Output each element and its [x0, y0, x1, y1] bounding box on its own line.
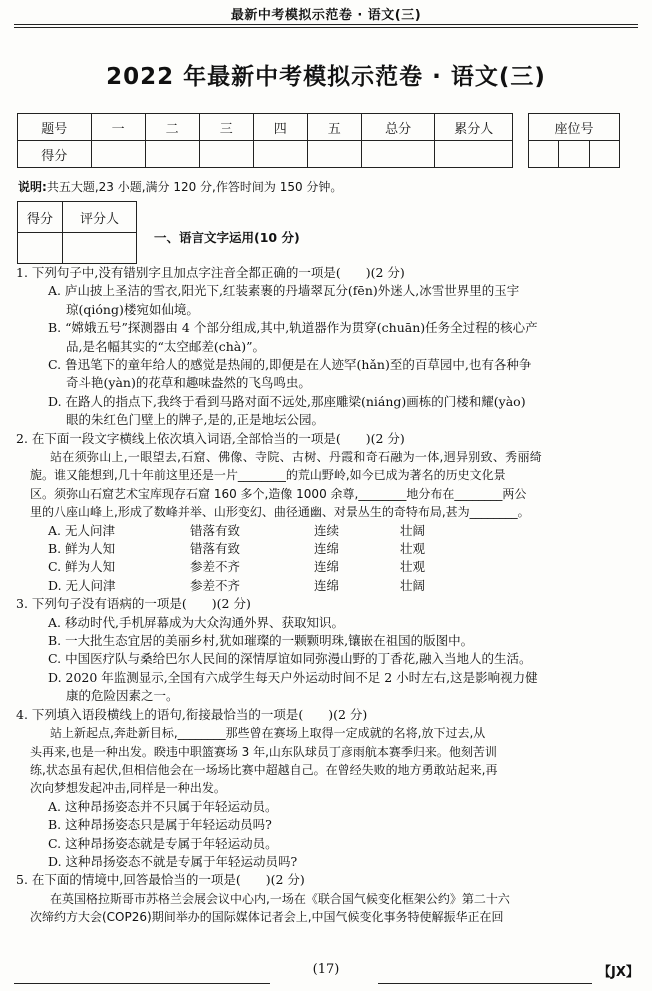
- question-2-option-row: [48, 577, 638, 595]
- question-4-option-c: C. 这种昂扬姿态就是专属于年轻运动员。: [48, 835, 278, 851]
- footer-rule-right: [378, 983, 592, 984]
- score-entry-cell[interactable]: [199, 141, 253, 168]
- score-entry-cell[interactable]: [145, 141, 199, 168]
- question-1-option-d: D. 在路人的指点下,我终于看到马路对面不远处,那座雕梁(niáng)画栋的门楼和耀(yào): [48, 393, 526, 409]
- question-2-passage: 旎。谁又能想到,几十年前这里还是一片________的荒山野岭,如今已成为著名的历史文化景: [30, 468, 506, 483]
- question-3-option-c: C. 中国医疗队与桑给巴尔人民间的深情厚谊如同弥漫山野的丁香花,融入当地人的生活。: [48, 651, 532, 667]
- question-4-passage: 头再来,也是一种出发。睽违中职篮赛场 3 年,山东队球员丁彦雨航本赛季归来。他刻苦训: [30, 744, 497, 759]
- option-cell: 连绵: [314, 559, 340, 575]
- question-5-stem: 5. 在下面的情境中,回答最恰当的一项是( )(2 分): [16, 872, 305, 888]
- seat-entry-cell[interactable]: [559, 141, 589, 168]
- seat-table: [528, 113, 620, 168]
- score-entry-cell[interactable]: [435, 141, 513, 168]
- option-cell: 错落有致: [190, 541, 241, 557]
- question-3-option-d: D. 2020 年监测显示,全国有六成学生每天户外运动时间不足 2 小时左右,这是影响视力健: [48, 669, 538, 685]
- option-cell: B. 鲜为人知: [48, 541, 116, 557]
- question-1-option-b: B. “嫦娥五号”探测器由 4 个部分组成,其中,轨道器作为贯穿(chuān)任务全过程的核心产: [48, 320, 538, 336]
- question-2-option-row: [48, 540, 638, 558]
- question-5-passage: 在英国格拉斯哥市苏格兰会展会议中心内,一场在《联合国气候变化框架公约》第二十六: [50, 891, 510, 906]
- question-4-passage: 站上新起点,奔赴新目标,________那些曾在赛场上取得一定成就的名将,放下过去,从: [50, 726, 486, 741]
- seat-label: 座位号: [529, 114, 620, 141]
- question-5-passage: 次缔约方大会(COP26)期间举办的国际媒体记者会上,中国气候变化事务特使解振华正在回: [30, 910, 504, 925]
- seat-entry-cell[interactable]: [529, 141, 559, 168]
- question-2-option-row: [48, 522, 638, 540]
- question-2-stem: 2. 在下面一段文字横线上依次填入词语,全部恰当的一项是( )(2 分): [16, 430, 405, 446]
- page-number: (17): [312, 962, 340, 977]
- question-4-passage: 练,状态虽有起伏,但相信他会在一场场比赛中超越自己。在曾经失败的地方勇敢站起来,再: [30, 762, 498, 777]
- instructions-text: 共五大题,23 小题,满分 120 分,作答时间为 150 分钟。: [46, 180, 343, 194]
- option-cell: 壮阔: [400, 577, 426, 593]
- score-table-header-cell: 总分: [361, 114, 435, 141]
- section-title: 一、语言文字运用(10 分): [154, 230, 300, 245]
- question-1-option-c-cont: 奇斗艳(yàn)的花草和趣味盎然的飞鸟鸣虫。: [66, 375, 311, 391]
- question-2-passage: 区。须弥山石窟艺术宝库现存石窟 160 多个,造像 1000 余尊,________地分布在________两公: [30, 486, 527, 501]
- header-rule-top: [14, 24, 638, 25]
- option-cell: 壮观: [400, 559, 426, 575]
- option-cell: D. 无人问津: [48, 577, 116, 593]
- question-1-stem: 1. 下列句子中,没有错别字且加点字注音全都正确的一项是( )(2 分): [16, 265, 405, 280]
- option-cell: 错落有致: [190, 522, 241, 538]
- score-table-header-cell: 累分人: [435, 114, 513, 141]
- header-rule-bottom: [14, 27, 638, 28]
- question-2-passage: 站在须弥山上,一眼望去,石窟、佛像、寺院、古树、丹霞和奇石融为一体,迥异别致、秀丽绮: [50, 450, 543, 465]
- question-3-stem: 3. 下列句子没有语病的一项是( )(2 分): [16, 596, 251, 612]
- option-cell: C. 鲜为人知: [48, 559, 116, 575]
- score-entry-cell[interactable]: [307, 141, 361, 168]
- question-4-option-b: B. 这种昂扬姿态只是属于年轻运动员吗?: [48, 817, 272, 833]
- option-cell: 参差不齐: [190, 559, 241, 575]
- score-entry-cell[interactable]: [91, 141, 145, 168]
- option-cell: 连续: [314, 522, 340, 538]
- score-table-header-cell: 三: [199, 114, 253, 141]
- option-cell: 壮观: [400, 541, 426, 557]
- score-entry-cell[interactable]: [361, 141, 435, 168]
- question-2-option-row: [48, 558, 638, 576]
- option-cell: 壮阔: [400, 522, 426, 538]
- question-2-options: [48, 522, 638, 596]
- question-4-option-d: D. 这种昂扬姿态不就是专属于年轻运动员吗?: [48, 853, 298, 869]
- grader-name-entry[interactable]: [63, 233, 137, 264]
- score-entry-cell[interactable]: [253, 141, 307, 168]
- instructions-label: 说明:: [18, 180, 47, 194]
- score-row-label: 得分: [18, 141, 92, 168]
- score-table-header-cell: 一: [91, 114, 145, 141]
- question-1-option-a: A. 庐山披上圣洁的雪衣,阳光下,红装素裹的丹墙翠瓦分(fēn)外迷人,冰雪世界里的玉宇: [48, 283, 520, 299]
- grader-score-label: 得分: [18, 202, 63, 233]
- question-4-stem: 4. 下列填入语段横线上的语句,衔接最恰当的一项是( )(2 分): [16, 706, 368, 722]
- running-header: 最新中考模拟示范卷 · 语文(三): [230, 8, 422, 23]
- question-2-passage: 里的八座山峰上,形成了数峰并举、山形变幻、曲径通幽、对景丛生的奇特布局,甚为________。: [30, 505, 530, 520]
- question-1-option-d-cont: 眼的朱红色门壁上的牌子,是的,正是地坛公园。: [66, 412, 324, 428]
- question-4-passage: 次向梦想发起冲击,同样是一种出发。: [30, 781, 226, 796]
- question-1-option-a-cont: 琼(qióng)楼宛如仙境。: [66, 301, 199, 317]
- footer-rule-left: [14, 983, 270, 984]
- grader-name-label: 评分人: [63, 202, 137, 233]
- option-cell: A. 无人问津: [48, 522, 115, 538]
- score-table-header-cell: 二: [145, 114, 199, 141]
- question-1-option-c: C. 鲁迅笔下的童年给人的感觉是热闹的,即便是在人迹罕(hǎn)至的百草园中,也有各种争: [48, 357, 532, 373]
- question-3-option-d-cont: 康的危险因素之一。: [66, 688, 179, 704]
- question-4-option-a: A. 这种昂扬姿态并不只属于年轻运动员。: [48, 798, 278, 814]
- score-table-header-cell: 五: [307, 114, 361, 141]
- option-cell: 参差不齐: [190, 577, 241, 593]
- edition-tag: 【JX】: [598, 965, 639, 980]
- page-title: 2022 年最新中考模拟示范卷 · 语文(三): [106, 64, 546, 90]
- question-3-option-a: A. 移动时代,手机屏幕成为大众沟通外界、获取知识。: [48, 614, 344, 630]
- question-3-option-b: B. 一大批生态宜居的美丽乡村,犹如璀璨的一颗颗明珠,镶嵌在祖国的版图中。: [48, 633, 474, 649]
- question-body: [16, 264, 638, 927]
- seat-entry-cell[interactable]: [589, 141, 619, 168]
- score-table-header-cell: 四: [253, 114, 307, 141]
- option-cell: 连绵: [314, 577, 340, 593]
- option-cell: 连绵: [314, 541, 340, 557]
- page-number-value: 17: [317, 962, 335, 977]
- grader-table: [17, 201, 137, 264]
- score-table-header-cell: 题号: [18, 114, 92, 141]
- grader-score-entry[interactable]: [18, 233, 63, 264]
- score-table: [17, 113, 513, 168]
- question-1-option-b-cont: 品,是名幅其实的“太空邮差(chà)”。: [66, 338, 266, 354]
- instructions: [18, 178, 342, 195]
